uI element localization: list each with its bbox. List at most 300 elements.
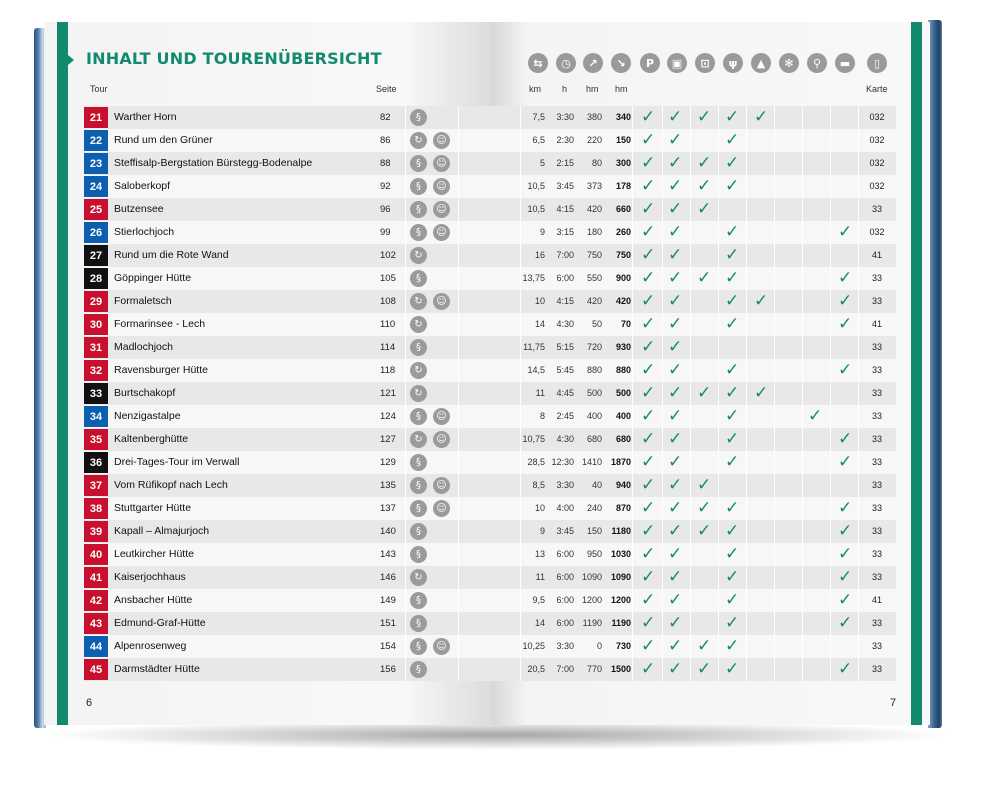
tour-number: 39 bbox=[84, 521, 108, 542]
tour-page: 105 bbox=[380, 273, 396, 284]
clock-icon: ◷ bbox=[556, 53, 576, 73]
tour-hm2: 900 bbox=[615, 273, 631, 283]
tour-hm2: 340 bbox=[615, 112, 631, 122]
check-icon: ✓ bbox=[668, 107, 683, 127]
path-icon: § bbox=[410, 454, 427, 471]
family-icon: ☺ bbox=[433, 477, 450, 494]
tour-hm2: 1200 bbox=[610, 595, 631, 605]
tour-hm1: 680 bbox=[586, 434, 602, 444]
tour-number: 22 bbox=[84, 130, 108, 151]
tour-name[interactable]: Stuttgarter Hütte bbox=[114, 502, 192, 514]
tour-hm2: 660 bbox=[615, 204, 631, 214]
check-icon: ✓ bbox=[641, 383, 656, 403]
tour-name[interactable]: Kaiserjochhaus bbox=[114, 571, 186, 583]
tour-map: 032 bbox=[869, 158, 885, 168]
tour-h: 6:00 bbox=[556, 273, 574, 283]
tour-page: 140 bbox=[380, 526, 396, 537]
family-icon: ☺ bbox=[433, 500, 450, 517]
tour-name[interactable]: Kaltenberghütte bbox=[114, 433, 189, 445]
check-icon: ✓ bbox=[838, 291, 853, 311]
check-icon: ✓ bbox=[838, 567, 853, 587]
tour-hm2: 930 bbox=[615, 342, 631, 352]
tour-h: 2:45 bbox=[556, 411, 574, 421]
check-icon: ✓ bbox=[668, 153, 683, 173]
tour-hm2: 880 bbox=[615, 365, 631, 375]
tour-number: 27 bbox=[84, 245, 108, 266]
tour-hm1: 1410 bbox=[581, 457, 602, 467]
check-icon: ✓ bbox=[725, 590, 740, 610]
header-km: km bbox=[529, 84, 541, 94]
path-icon: § bbox=[410, 546, 427, 563]
tour-name[interactable]: Darmstädter Hütte bbox=[114, 663, 200, 675]
check-icon: ✓ bbox=[754, 107, 769, 127]
tour-name[interactable]: Alpenrosenweg bbox=[114, 640, 187, 652]
check-icon: ✓ bbox=[668, 383, 683, 403]
tour-number: 28 bbox=[84, 268, 108, 289]
loop-icon: ↻ bbox=[410, 431, 427, 448]
check-icon: ✓ bbox=[725, 383, 740, 403]
check-icon: ✓ bbox=[725, 130, 740, 150]
check-icon: ✓ bbox=[668, 268, 683, 288]
tour-number: 41 bbox=[84, 567, 108, 588]
check-icon: ✓ bbox=[725, 659, 740, 679]
check-icon: ✓ bbox=[641, 107, 656, 127]
tour-hm1: 0 bbox=[596, 641, 602, 651]
check-icon: ✓ bbox=[725, 360, 740, 380]
tour-number: 30 bbox=[84, 314, 108, 335]
check-icon: ✓ bbox=[838, 222, 853, 242]
check-icon: ✓ bbox=[725, 314, 740, 334]
check-icon: ✓ bbox=[641, 360, 656, 380]
header-h: h bbox=[562, 84, 568, 94]
tour-h: 4:45 bbox=[556, 388, 574, 398]
tour-map: 41 bbox=[871, 319, 882, 329]
check-icon: ✓ bbox=[725, 245, 740, 265]
tour-km: 10 bbox=[534, 503, 545, 513]
column-divider bbox=[858, 106, 859, 681]
tour-hm1: 720 bbox=[586, 342, 602, 352]
column-divider bbox=[746, 106, 747, 681]
tour-hm1: 380 bbox=[586, 112, 602, 122]
tour-name[interactable]: Ravensburger Hütte bbox=[114, 364, 208, 376]
check-icon: ✓ bbox=[725, 429, 740, 449]
check-icon: ✓ bbox=[641, 636, 656, 656]
tour-map: 33 bbox=[871, 457, 882, 467]
check-icon: ✓ bbox=[725, 406, 740, 426]
tour-hm2: 500 bbox=[615, 388, 631, 398]
check-icon: ✓ bbox=[697, 475, 712, 495]
column-divider bbox=[802, 106, 803, 681]
tour-hm2: 1030 bbox=[610, 549, 631, 559]
tour-number: 42 bbox=[84, 590, 108, 611]
check-icon: ✓ bbox=[697, 199, 712, 219]
tour-page: 88 bbox=[380, 158, 391, 169]
path-icon: § bbox=[410, 224, 427, 241]
column-divider bbox=[405, 106, 406, 681]
tour-number: 31 bbox=[84, 337, 108, 358]
tour-number: 29 bbox=[84, 291, 108, 312]
tour-km: 10,25 bbox=[522, 641, 545, 651]
check-icon: ✓ bbox=[725, 268, 740, 288]
tour-hm1: 1200 bbox=[581, 595, 602, 605]
check-icon: ✓ bbox=[668, 337, 683, 357]
tour-km: 11,75 bbox=[523, 342, 545, 352]
tour-number: 36 bbox=[84, 452, 108, 473]
tour-km: 10,5 bbox=[527, 204, 545, 214]
header-seite: Seite bbox=[376, 84, 397, 94]
tour-hm1: 50 bbox=[591, 319, 602, 329]
check-icon: ✓ bbox=[641, 452, 656, 472]
tour-map: 33 bbox=[871, 503, 882, 513]
tour-name[interactable]: Drei-Tages-Tour im Verwall bbox=[114, 456, 240, 468]
check-icon: ✓ bbox=[668, 475, 683, 495]
check-icon: ✓ bbox=[697, 659, 712, 679]
tour-hm1: 770 bbox=[586, 664, 602, 674]
tour-km: 9 bbox=[539, 526, 545, 536]
tour-number: 37 bbox=[84, 475, 108, 496]
tour-hm1: 220 bbox=[586, 135, 602, 145]
tour-map: 33 bbox=[871, 296, 882, 306]
tour-hm2: 400 bbox=[615, 411, 631, 421]
path-icon: § bbox=[410, 592, 427, 609]
check-icon: ✓ bbox=[838, 498, 853, 518]
tour-h: 3:30 bbox=[556, 480, 574, 490]
tour-h: 6:00 bbox=[556, 572, 574, 582]
tour-page: 82 bbox=[380, 112, 391, 123]
check-icon: ✓ bbox=[668, 544, 683, 564]
tour-km: 13,75 bbox=[522, 273, 545, 283]
loop-icon: ↻ bbox=[410, 362, 427, 379]
check-icon: ✓ bbox=[668, 636, 683, 656]
tour-km: 16 bbox=[534, 250, 545, 260]
family-icon: ☺ bbox=[433, 224, 450, 241]
check-icon: ✓ bbox=[641, 130, 656, 150]
tour-page: 135 bbox=[380, 480, 396, 491]
check-icon: ✓ bbox=[697, 153, 712, 173]
tour-page: 156 bbox=[380, 664, 396, 675]
tour-km: 11 bbox=[535, 572, 545, 582]
tour-map: 33 bbox=[871, 434, 882, 444]
check-icon: ✓ bbox=[668, 498, 683, 518]
tour-km: 6,5 bbox=[532, 135, 545, 145]
tour-hm1: 180 bbox=[586, 227, 602, 237]
cable-car-icon: ⊡ bbox=[695, 53, 715, 73]
tour-km: 20,5 bbox=[527, 664, 545, 674]
tour-name[interactable]: Kapall – Almajurjoch bbox=[114, 525, 210, 537]
check-icon: ✓ bbox=[838, 613, 853, 633]
tour-h: 5:45 bbox=[556, 365, 574, 375]
tour-hm2: 1090 bbox=[610, 572, 631, 582]
tour-km: 9,5 bbox=[532, 595, 545, 605]
tour-page: 154 bbox=[380, 641, 396, 652]
check-icon: ✓ bbox=[725, 222, 740, 242]
tour-hm1: 1190 bbox=[582, 618, 602, 628]
tour-hm2: 70 bbox=[620, 319, 631, 329]
path-icon: § bbox=[410, 155, 427, 172]
winter-icon: ✻ bbox=[779, 53, 799, 73]
tour-h: 4:15 bbox=[556, 296, 574, 306]
path-icon: § bbox=[410, 661, 427, 678]
path-icon: § bbox=[410, 523, 427, 540]
check-icon: ✓ bbox=[697, 107, 712, 127]
restaurant-icon: ψ bbox=[723, 53, 743, 73]
tour-map: 032 bbox=[869, 181, 885, 191]
tour-number: 38 bbox=[84, 498, 108, 519]
check-icon: ✓ bbox=[641, 406, 656, 426]
tour-h: 4:30 bbox=[556, 434, 574, 444]
family-icon: ☺ bbox=[433, 201, 450, 218]
tour-hm2: 1190 bbox=[611, 618, 631, 628]
column-divider bbox=[458, 106, 459, 681]
tour-h: 6:00 bbox=[556, 595, 574, 605]
column-divider bbox=[718, 106, 719, 681]
tour-name[interactable]: Saloberkopf bbox=[114, 180, 171, 192]
bed-icon: ▬ bbox=[835, 53, 855, 73]
check-icon: ✓ bbox=[838, 314, 853, 334]
column-divider bbox=[774, 106, 775, 681]
tour-hm1: 500 bbox=[586, 388, 602, 398]
tour-h: 3:45 bbox=[556, 526, 574, 536]
check-icon: ✓ bbox=[697, 176, 712, 196]
tour-hm2: 300 bbox=[615, 158, 631, 168]
check-icon: ✓ bbox=[641, 199, 656, 219]
tour-name[interactable]: Steffisalp-Bergstation Bürstegg-Bodenalpe bbox=[114, 157, 313, 169]
tour-name[interactable]: Nenzigastalpe bbox=[114, 410, 181, 422]
path-icon: § bbox=[410, 408, 427, 425]
tour-number: 32 bbox=[84, 360, 108, 381]
check-icon: ✓ bbox=[668, 199, 683, 219]
tour-map: 032 bbox=[869, 112, 885, 122]
tour-map: 33 bbox=[871, 549, 882, 559]
check-icon: ✓ bbox=[668, 360, 683, 380]
check-icon: ✓ bbox=[725, 291, 740, 311]
tour-km: 10 bbox=[534, 296, 545, 306]
tour-h: 3:15 bbox=[556, 227, 574, 237]
tour-page: 96 bbox=[380, 204, 391, 215]
loop-icon: ↻ bbox=[410, 569, 427, 586]
page-number-left: 6 bbox=[86, 697, 93, 709]
tour-hm1: 550 bbox=[586, 273, 602, 283]
tour-name[interactable]: Butzensee bbox=[114, 203, 164, 215]
tour-page: 151 bbox=[380, 618, 396, 629]
tour-h: 6:00 bbox=[556, 618, 574, 628]
check-icon: ✓ bbox=[641, 153, 656, 173]
check-icon: ✓ bbox=[697, 498, 712, 518]
check-icon: ✓ bbox=[838, 521, 853, 541]
tour-h: 7:00 bbox=[556, 664, 574, 674]
tour-name[interactable]: Vom Rüfikopf nach Lech bbox=[114, 479, 228, 491]
check-icon: ✓ bbox=[725, 498, 740, 518]
map-icon: ▯ bbox=[867, 53, 887, 73]
check-icon: ✓ bbox=[838, 429, 853, 449]
check-icon: ✓ bbox=[641, 176, 656, 196]
check-icon: ✓ bbox=[641, 544, 656, 564]
check-icon: ✓ bbox=[697, 268, 712, 288]
tour-name[interactable]: Madlochjoch bbox=[114, 341, 173, 353]
check-icon: ✓ bbox=[697, 383, 712, 403]
tour-page: 143 bbox=[380, 549, 396, 560]
tour-hm2: 870 bbox=[615, 503, 631, 513]
tour-km: 8,5 bbox=[532, 480, 545, 490]
check-icon: ✓ bbox=[838, 590, 853, 610]
tour-h: 6:00 bbox=[556, 549, 574, 559]
tour-hm2: 178 bbox=[615, 181, 631, 191]
check-icon: ✓ bbox=[641, 590, 656, 610]
tour-hm2: 420 bbox=[615, 296, 631, 306]
check-icon: ✓ bbox=[697, 636, 712, 656]
tour-page: 99 bbox=[380, 227, 391, 238]
tour-name[interactable]: Rund um die Rote Wand bbox=[114, 249, 229, 261]
check-icon: ✓ bbox=[641, 475, 656, 495]
tour-h: 4:00 bbox=[556, 503, 574, 513]
tour-number: 24 bbox=[84, 176, 108, 197]
family-icon: ☺ bbox=[433, 132, 450, 149]
family-icon: ☺ bbox=[433, 155, 450, 172]
tour-h: 7:00 bbox=[556, 250, 574, 260]
check-icon: ✓ bbox=[754, 383, 769, 403]
summit-icon: ▲ bbox=[751, 53, 771, 73]
tour-page: 114 bbox=[380, 342, 396, 353]
family-icon: ☺ bbox=[433, 431, 450, 448]
path-icon: § bbox=[410, 615, 427, 632]
header-karte: Karte bbox=[866, 84, 888, 94]
check-icon: ✓ bbox=[838, 268, 853, 288]
tour-page: 102 bbox=[380, 250, 396, 261]
tour-name[interactable]: Rund um den Grüner bbox=[114, 134, 213, 146]
check-icon: ✓ bbox=[641, 337, 656, 357]
tour-map: 032 bbox=[869, 135, 885, 145]
tour-km: 7,5 bbox=[532, 112, 545, 122]
tour-km: 5 bbox=[539, 158, 545, 168]
tour-hm2: 730 bbox=[615, 641, 631, 651]
tour-name[interactable]: Formaletsch bbox=[114, 295, 172, 307]
tour-hm2: 940 bbox=[615, 480, 631, 490]
tour-hm1: 80 bbox=[591, 158, 602, 168]
check-icon: ✓ bbox=[641, 222, 656, 242]
tour-name[interactable]: Burtschakopf bbox=[114, 387, 176, 399]
check-icon: ✓ bbox=[668, 130, 683, 150]
tour-map: 33 bbox=[871, 204, 882, 214]
path-icon: § bbox=[410, 477, 427, 494]
check-icon: ✓ bbox=[668, 613, 683, 633]
tour-page: 92 bbox=[380, 181, 391, 192]
tour-number: 45 bbox=[84, 659, 108, 680]
tour-name[interactable]: Göppinger Hütte bbox=[114, 272, 192, 284]
right-accent-strip bbox=[911, 22, 922, 725]
page-number-right: 7 bbox=[890, 697, 897, 709]
path-icon: § bbox=[410, 500, 427, 517]
tour-name[interactable]: Ansbacher Hütte bbox=[114, 594, 193, 606]
tour-hm1: 400 bbox=[586, 411, 602, 421]
check-icon: ✓ bbox=[838, 659, 853, 679]
check-icon: ✓ bbox=[725, 452, 740, 472]
tour-page: 137 bbox=[380, 503, 396, 514]
family-icon: ☺ bbox=[433, 178, 450, 195]
tour-name[interactable]: Leutkircher Hütte bbox=[114, 548, 194, 560]
check-icon: ✓ bbox=[668, 659, 683, 679]
path-icon: § bbox=[410, 109, 427, 126]
tour-hm2: 750 bbox=[615, 250, 631, 260]
tour-hm2: 1500 bbox=[610, 664, 631, 674]
tour-map: 33 bbox=[871, 480, 882, 490]
column-divider bbox=[690, 106, 691, 681]
check-icon: ✓ bbox=[641, 429, 656, 449]
path-icon: § bbox=[410, 638, 427, 655]
tour-name[interactable]: Stierlochjoch bbox=[114, 226, 175, 238]
header-hm-max: hm bbox=[615, 84, 628, 94]
tour-h: 3:30 bbox=[556, 641, 574, 651]
loop-icon: ↻ bbox=[410, 247, 427, 264]
check-icon: ✓ bbox=[668, 176, 683, 196]
check-icon: ✓ bbox=[668, 222, 683, 242]
family-icon: ☺ bbox=[433, 408, 450, 425]
check-icon: ✓ bbox=[668, 590, 683, 610]
tour-number: 43 bbox=[84, 613, 108, 634]
check-icon: ✓ bbox=[641, 659, 656, 679]
tour-hm1: 950 bbox=[586, 549, 602, 559]
path-icon: § bbox=[410, 339, 427, 356]
check-icon: ✓ bbox=[641, 291, 656, 311]
tour-hm1: 1090 bbox=[581, 572, 602, 582]
column-divider bbox=[830, 106, 831, 681]
tour-hm1: 420 bbox=[586, 204, 602, 214]
check-icon: ✓ bbox=[641, 245, 656, 265]
tour-page: 118 bbox=[380, 365, 396, 376]
path-icon: § bbox=[410, 178, 427, 195]
tour-hm1: 240 bbox=[586, 503, 602, 513]
check-icon: ✓ bbox=[641, 498, 656, 518]
tour-number: 34 bbox=[84, 406, 108, 427]
tour-h: 3:30 bbox=[556, 112, 574, 122]
tour-map: 33 bbox=[871, 641, 882, 651]
page-title: INHALT UND TOURENÜBERSICHT bbox=[86, 49, 382, 68]
tour-hm2: 1180 bbox=[611, 526, 631, 536]
tour-name[interactable]: Formarinsee - Lech bbox=[114, 318, 206, 330]
tour-km: 13 bbox=[534, 549, 545, 559]
tour-hm1: 420 bbox=[586, 296, 602, 306]
check-icon: ✓ bbox=[838, 452, 853, 472]
left-accent-strip bbox=[57, 22, 68, 725]
check-icon: ✓ bbox=[668, 406, 683, 426]
tour-name[interactable]: Warther Horn bbox=[114, 111, 177, 123]
tour-hm2: 680 bbox=[615, 434, 631, 444]
tour-map: 032 bbox=[869, 227, 885, 237]
tour-page: 86 bbox=[380, 135, 391, 146]
bike-icon: ⚲ bbox=[807, 53, 827, 73]
tour-map: 33 bbox=[871, 526, 882, 536]
tour-hm1: 150 bbox=[586, 526, 602, 536]
descent-icon: ↘ bbox=[611, 53, 631, 73]
tour-map: 33 bbox=[871, 664, 882, 674]
tour-map: 33 bbox=[871, 572, 882, 582]
tour-name[interactable]: Edmund-Graf-Hütte bbox=[114, 617, 206, 629]
tour-page: 124 bbox=[380, 411, 396, 422]
tour-km: 9 bbox=[539, 227, 545, 237]
check-icon: ✓ bbox=[725, 107, 740, 127]
tour-km: 14 bbox=[534, 319, 545, 329]
check-icon: ✓ bbox=[668, 245, 683, 265]
tour-map: 33 bbox=[871, 618, 882, 628]
check-icon: ✓ bbox=[641, 567, 656, 587]
family-icon: ☺ bbox=[433, 638, 450, 655]
check-icon: ✓ bbox=[725, 153, 740, 173]
tour-hm1: 750 bbox=[586, 250, 602, 260]
tour-map: 33 bbox=[871, 342, 882, 352]
check-icon: ✓ bbox=[668, 521, 683, 541]
tour-km: 10,5 bbox=[527, 181, 545, 191]
tour-h: 2:30 bbox=[556, 135, 574, 145]
check-icon: ✓ bbox=[668, 452, 683, 472]
